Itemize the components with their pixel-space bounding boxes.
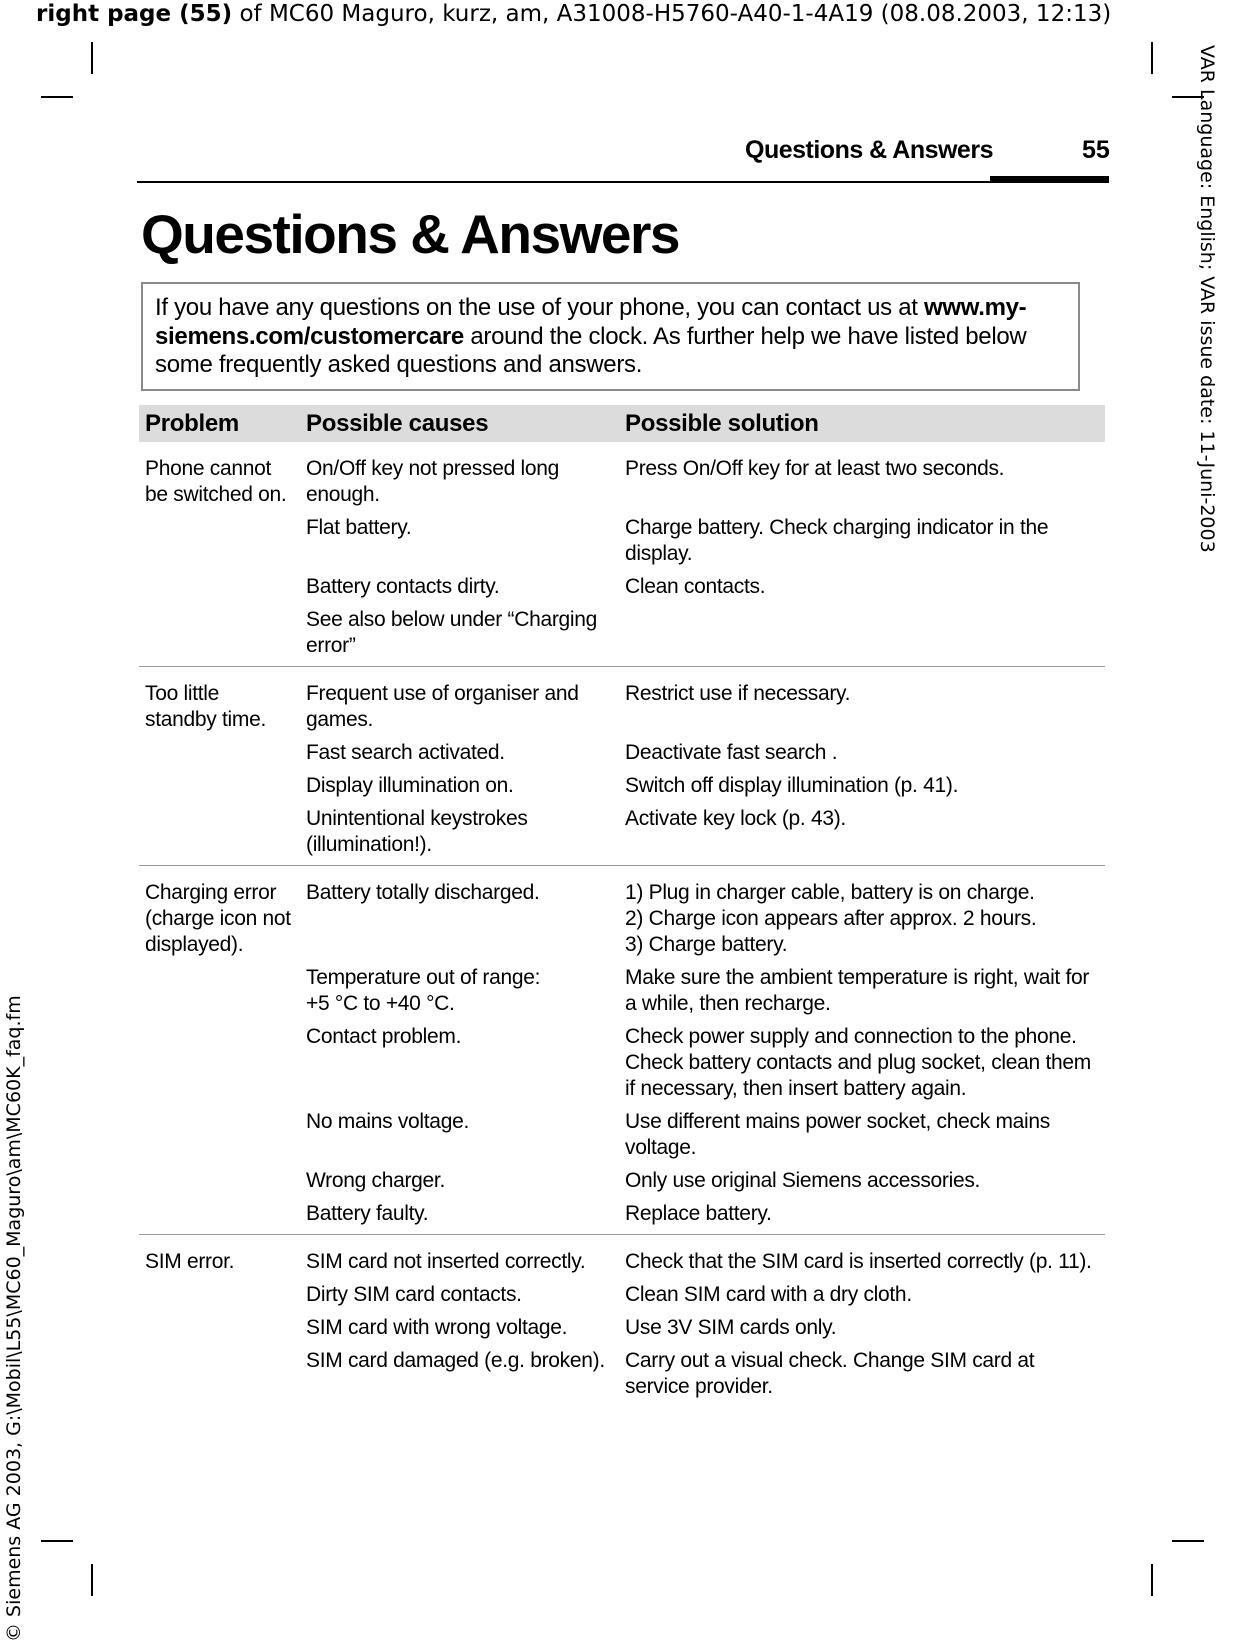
cause-cell: On/Off key not pressed long enough. (306, 457, 559, 506)
print-slug-page-ref: right page (55) (36, 1, 233, 27)
cause-cell: Fast search activated. (306, 741, 505, 764)
problem-cell: Charging error (charge icon not displayed). (139, 866, 300, 1235)
header-problem: Problem (139, 405, 300, 442)
margin-copyright-path: © Siemens AG 2003, G:\Mobil\L55\MC60_Maguro\am\MC60K_faq.fm (3, 995, 25, 1642)
crop-mark-bottom-right-v (1151, 1564, 1153, 1596)
margin-language-note: VAR Language: English; VAR issue date: 11-Juni-2003 (1196, 45, 1218, 553)
solution-cell: Carry out a visual check. Change SIM card at service provider. (625, 1349, 1035, 1398)
table-row (139, 442, 1105, 515)
cause-cell: Dirty SIM card contacts. (306, 1283, 522, 1306)
cause-cell: See also below under “Charging error” (300, 607, 619, 667)
table-row (139, 1235, 1105, 1283)
solution-cell: Activate key lock (p. 43). (619, 806, 1105, 866)
intro-text-after: around the clock. As further help we have listed below some frequently asked questions and answers. (155, 322, 1027, 378)
cause-cell: Flat battery. (306, 516, 412, 539)
cause-cell: Battery contacts dirty. (306, 575, 500, 598)
solution-cell: Deactivate fast search . (625, 741, 838, 764)
table-row (139, 667, 1105, 741)
crop-mark-top-left-v (91, 42, 93, 74)
crop-mark-top-left-h (41, 96, 73, 98)
cause-cell: No mains voltage. (306, 1110, 469, 1133)
solution-cell: Press On/Off key for at least two seconds. (625, 457, 1005, 480)
cause-cell: SIM card with wrong voltage. (306, 1316, 568, 1339)
faq-table (139, 405, 1105, 1407)
cause-cell: SIM card not inserted correctly. (306, 1250, 586, 1273)
cause-cell: Wrong charger. (306, 1169, 445, 1192)
solution-cell: Replace battery. (619, 1201, 1105, 1235)
header-possible-causes: Possible causes (300, 405, 619, 442)
print-slug-text: of MC60 Maguro, kurz, am, A31008-H5760-A40-1-4A19 (08.08.2003, 12:13) (232, 1, 1112, 27)
customer-care-link[interactable]: www.my-siemens.com/customercare (155, 294, 1027, 350)
cause-cell: Battery faulty. (300, 1201, 619, 1235)
problem-cell: Too little standby time. (139, 667, 300, 866)
cause-cell: Battery totally discharged. (306, 881, 540, 904)
print-slug (36, 0, 1111, 28)
solution-cell: Use different mains power socket, check mains voltage. (625, 1110, 1050, 1159)
cause-cell: Frequent use of organiser and games. (306, 682, 579, 731)
page-title: Questions & Answers (141, 203, 679, 265)
crop-mark-bottom-left-h (41, 1540, 73, 1542)
solution-cell: Use 3V SIM cards only. (625, 1316, 837, 1339)
page-number: 55 (1082, 136, 1110, 164)
header-rule (137, 181, 1109, 183)
solution-cell (619, 607, 1105, 667)
solution-cell: Make sure the ambient temperature is right, wait for a while, then recharge. (625, 966, 1090, 1015)
faq-table-body (139, 442, 1105, 1407)
problem-cell: Phone cannot be switched on. (139, 442, 300, 667)
cause-cell: Contact problem. (306, 1025, 462, 1048)
solution-cell: Charge battery. Check charging indicator in the display. (625, 516, 1049, 565)
cause-cell: Unintentional keystrokes (illumination!). (300, 806, 619, 866)
header-possible-solution: Possible solution (619, 405, 1105, 442)
running-header-title: Questions & Answers (745, 136, 993, 164)
solution-cell: Clean contacts. (625, 575, 766, 598)
solution-cell: Check power supply and connection to the phone. Check battery contacts and plug socket, clean them if necessary, then insert battery again. (625, 1025, 1091, 1100)
crop-mark-top-right-v (1151, 42, 1153, 74)
solution-cell: 1) Plug in charger cable, battery is on charge. 2) Charge icon appears after approx. 2 hours. 3) Charge battery. (625, 881, 1037, 956)
solution-cell: Clean SIM card with a dry cloth. (625, 1283, 912, 1306)
solution-cell: Only use original Siemens accessories. (625, 1169, 981, 1192)
intro-text-before: If you have any questions on the use of your phone, you can contact us at (155, 294, 924, 321)
header-rule-accent (990, 176, 1109, 182)
cause-cell: SIM card damaged (e.g. broken). (306, 1349, 605, 1372)
solution-cell: Restrict use if necessary. (625, 682, 851, 705)
crop-mark-bottom-left-v (91, 1564, 93, 1596)
cause-cell: Temperature out of range: +5 °C to +40 °C. (306, 966, 541, 1015)
table-row (139, 866, 1105, 966)
problem-cell: SIM error. (145, 1250, 235, 1273)
solution-cell: Switch off display illumination (p. 41). (625, 774, 959, 797)
crop-mark-bottom-right-h (1172, 1540, 1204, 1542)
cause-cell: Display illumination on. (306, 774, 514, 797)
intro-box (141, 282, 1080, 391)
faq-table-header (139, 405, 1105, 442)
solution-cell: Check that the SIM card is inserted correctly (p. 11). (625, 1250, 1092, 1273)
